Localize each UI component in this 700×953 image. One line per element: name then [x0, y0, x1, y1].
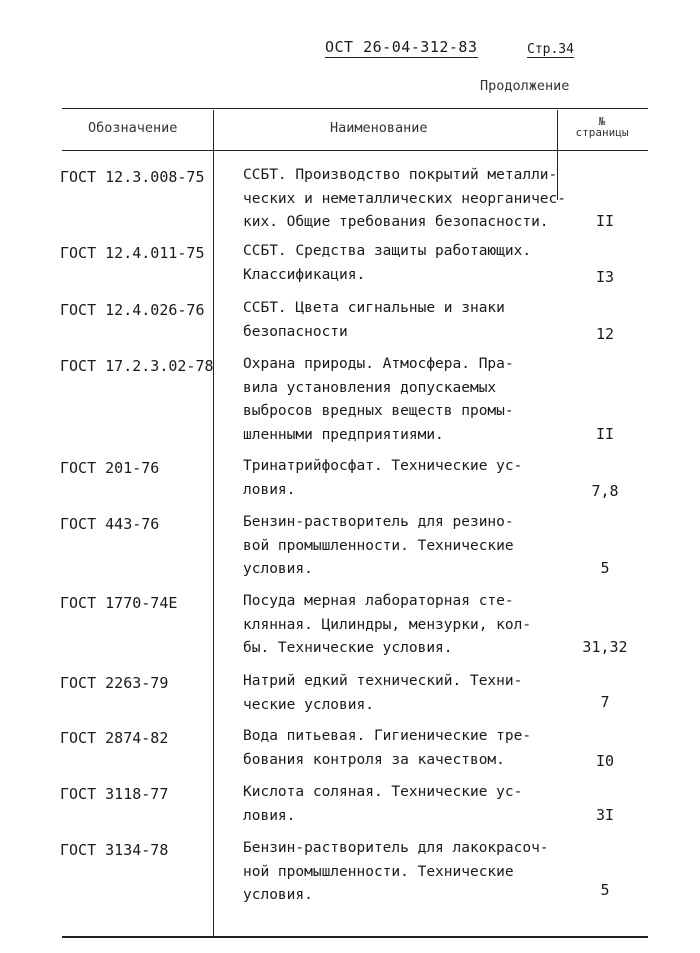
- row-name: Кислота соляная. Технические ус- ловия.: [243, 784, 523, 824]
- row-page: 5: [600, 881, 610, 899]
- column-divider-1: [213, 110, 214, 936]
- row-page: 5: [600, 559, 610, 577]
- row-code: ГОСТ 1770-74Е: [60, 594, 178, 612]
- row-name: Вода питьевая. Гигиенические тре- бования контроля за качеством.: [243, 728, 532, 768]
- row-name: Охрана природы. Атмосфера. Пра- вила установления допускаемых выбросов вредных веществ промы- шленными предприятиями.: [243, 356, 514, 443]
- row-code: ГОСТ 17.2.3.02-78: [60, 357, 214, 375]
- header-bottom-rule: [62, 150, 648, 151]
- column-header-page-word: страницы: [575, 126, 629, 139]
- page-number: Стр.34: [527, 42, 574, 57]
- row-page: 7: [600, 693, 610, 711]
- row-code: ГОСТ 3118-77: [60, 785, 169, 803]
- row-name: ССБТ. Производство покрытий металли- ческих и неметаллических неорганичес- ких. Общие требования безопасности.: [243, 167, 567, 230]
- table-top-rule: [62, 108, 648, 109]
- row-page: 7,8: [591, 482, 619, 500]
- row-name: Тринатрийфосфат. Технические ус- ловия.: [243, 458, 523, 498]
- row-page: 31,32: [582, 638, 628, 656]
- row-code: ГОСТ 12.4.011-75: [60, 244, 205, 262]
- row-page: 12: [595, 325, 615, 343]
- document-code: ОСТ 26-04-312-83: [325, 38, 478, 56]
- row-name: Посуда мерная лабораторная сте- клянная. Цилиндры, мензурки, кол- бы. Технические условия.: [243, 593, 532, 656]
- row-page: II: [595, 425, 615, 443]
- column-header-name: Наименование: [330, 120, 428, 136]
- row-code: ГОСТ 2874-82: [60, 729, 169, 747]
- row-name: ССБТ. Цвета сигнальные и знаки безопасности: [243, 300, 505, 340]
- row-code: ГОСТ 3134-78: [60, 841, 169, 859]
- continuation-label: Продолжение: [480, 78, 570, 94]
- row-code: ГОСТ 201-76: [60, 459, 160, 477]
- column-header-page-no: №: [598, 115, 606, 128]
- row-code: ГОСТ 12.4.026-76: [60, 301, 205, 319]
- column-header-page: [558, 116, 646, 138]
- table-bottom-rule: [62, 936, 648, 938]
- row-page: 3I: [595, 806, 615, 824]
- row-page: I0: [595, 752, 615, 770]
- row-code: ГОСТ 12.3.008-75: [60, 168, 205, 186]
- row-name: Натрий едкий технический. Техни- ческие условия.: [243, 673, 523, 713]
- row-name: Бензин-растворитель для резино- вой промышленности. Технические условия.: [243, 514, 514, 577]
- row-page: II: [595, 212, 615, 230]
- row-name: ССБТ. Средства защиты работающих. Классификация.: [243, 243, 532, 283]
- column-header-designation: Обозначение: [88, 120, 178, 136]
- row-page: I3: [595, 268, 615, 286]
- row-code: ГОСТ 443-76: [60, 515, 160, 533]
- row-code: ГОСТ 2263-79: [60, 674, 169, 692]
- row-name: Бензин-растворитель для лакокрасоч- ной промышленности. Технические условия.: [243, 840, 549, 903]
